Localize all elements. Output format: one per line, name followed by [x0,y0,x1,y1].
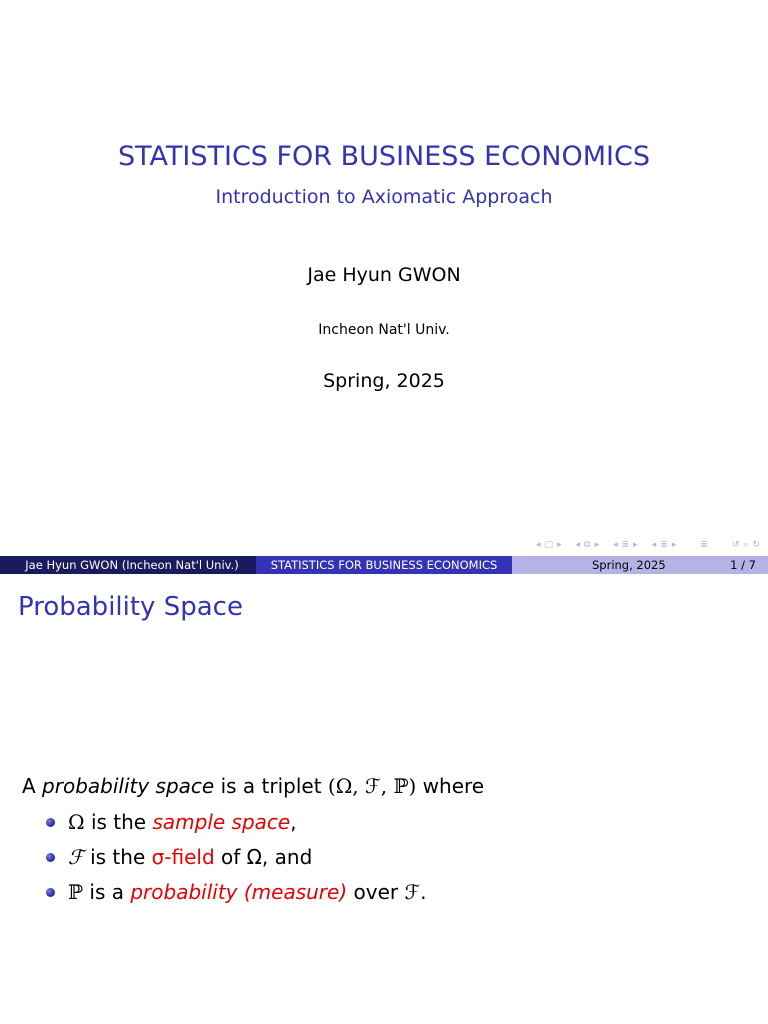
nav-slide-icon[interactable]: □ [544,540,554,550]
list-item [46,843,427,878]
item-text: is the [84,810,153,834]
footline-date-page [512,556,768,574]
footline-title: STATISTICS FOR BUSINESS ECONOMICS [256,556,512,574]
item-text: of Ω, and [214,845,313,869]
bullet-icon [46,888,55,897]
presentation-title: STATISTICS FOR BUSINESS ECONOMICS [117,141,651,172]
highlighted-term: σ-field [151,845,215,869]
triplet-math: (Ω, ℱ, ℙ) [327,774,417,798]
footline-author: Jae Hyun GWON (Incheon Nat'l Univ.) [0,556,256,574]
nav-prev-section-icon[interactable]: ◂ [651,540,657,550]
term-probability-space: probability space [42,774,215,798]
item-text: is the [83,845,152,869]
nav-next-subsection-icon[interactable]: ▸ [633,540,638,550]
math-symbol: ℱ [68,845,84,869]
nav-document-icon[interactable]: ≣ [700,540,708,550]
nav-search-icon[interactable]: ⌕ [743,540,749,550]
nav-prev-slide-icon[interactable]: ◂ [536,540,541,550]
nav-prev-frame-icon[interactable]: ◂ [575,540,581,550]
nav-section-icon[interactable]: ≣ [660,540,668,550]
nav-next-section-icon[interactable]: ▸ [671,540,677,550]
bullet-icon [46,818,55,827]
nav-subsection-icon[interactable]: ≣ [621,540,630,550]
list-item [46,808,427,843]
definition-list [46,808,427,913]
item-text: is a [83,880,131,904]
intro-middle: is a triplet [214,774,328,798]
item-text: , [290,810,297,834]
institute-name: Incheon Nat'l Univ. [318,322,450,338]
definition-sentence [22,772,484,800]
math-symbol: Ω [68,810,85,834]
bullet-icon [46,853,55,862]
footline-date: Spring, 2025 [592,558,666,572]
list-item [46,878,427,913]
highlighted-term: probability (measure) [130,880,348,904]
nav-prev-subsection-icon[interactable]: ◂ [613,540,618,550]
math-symbol: ℙ [68,880,84,904]
nav-next-slide-icon[interactable]: ▸ [557,540,562,550]
frame-title: Probability Space [18,592,243,622]
intro-prefix: A [22,774,43,798]
nav-frame-icon[interactable]: ⧉ [584,540,591,550]
intro-suffix: where [416,774,485,798]
item-text: over ℱ. [347,880,427,904]
author-name: Jae Hyun GWON [307,264,461,286]
footline-page-number: 1 / 7 [730,558,756,572]
beamer-navigation-bar [536,538,760,552]
highlighted-term: sample space [152,810,291,834]
nav-forward-icon[interactable]: ↻ [752,540,760,550]
presentation-date: Spring, 2025 [323,370,445,392]
presentation-subtitle: Introduction to Axiomatic Approach [215,186,553,208]
footline [0,556,768,574]
nav-back-icon[interactable]: ↺ [731,540,740,550]
nav-next-frame-icon[interactable]: ▸ [594,540,600,550]
